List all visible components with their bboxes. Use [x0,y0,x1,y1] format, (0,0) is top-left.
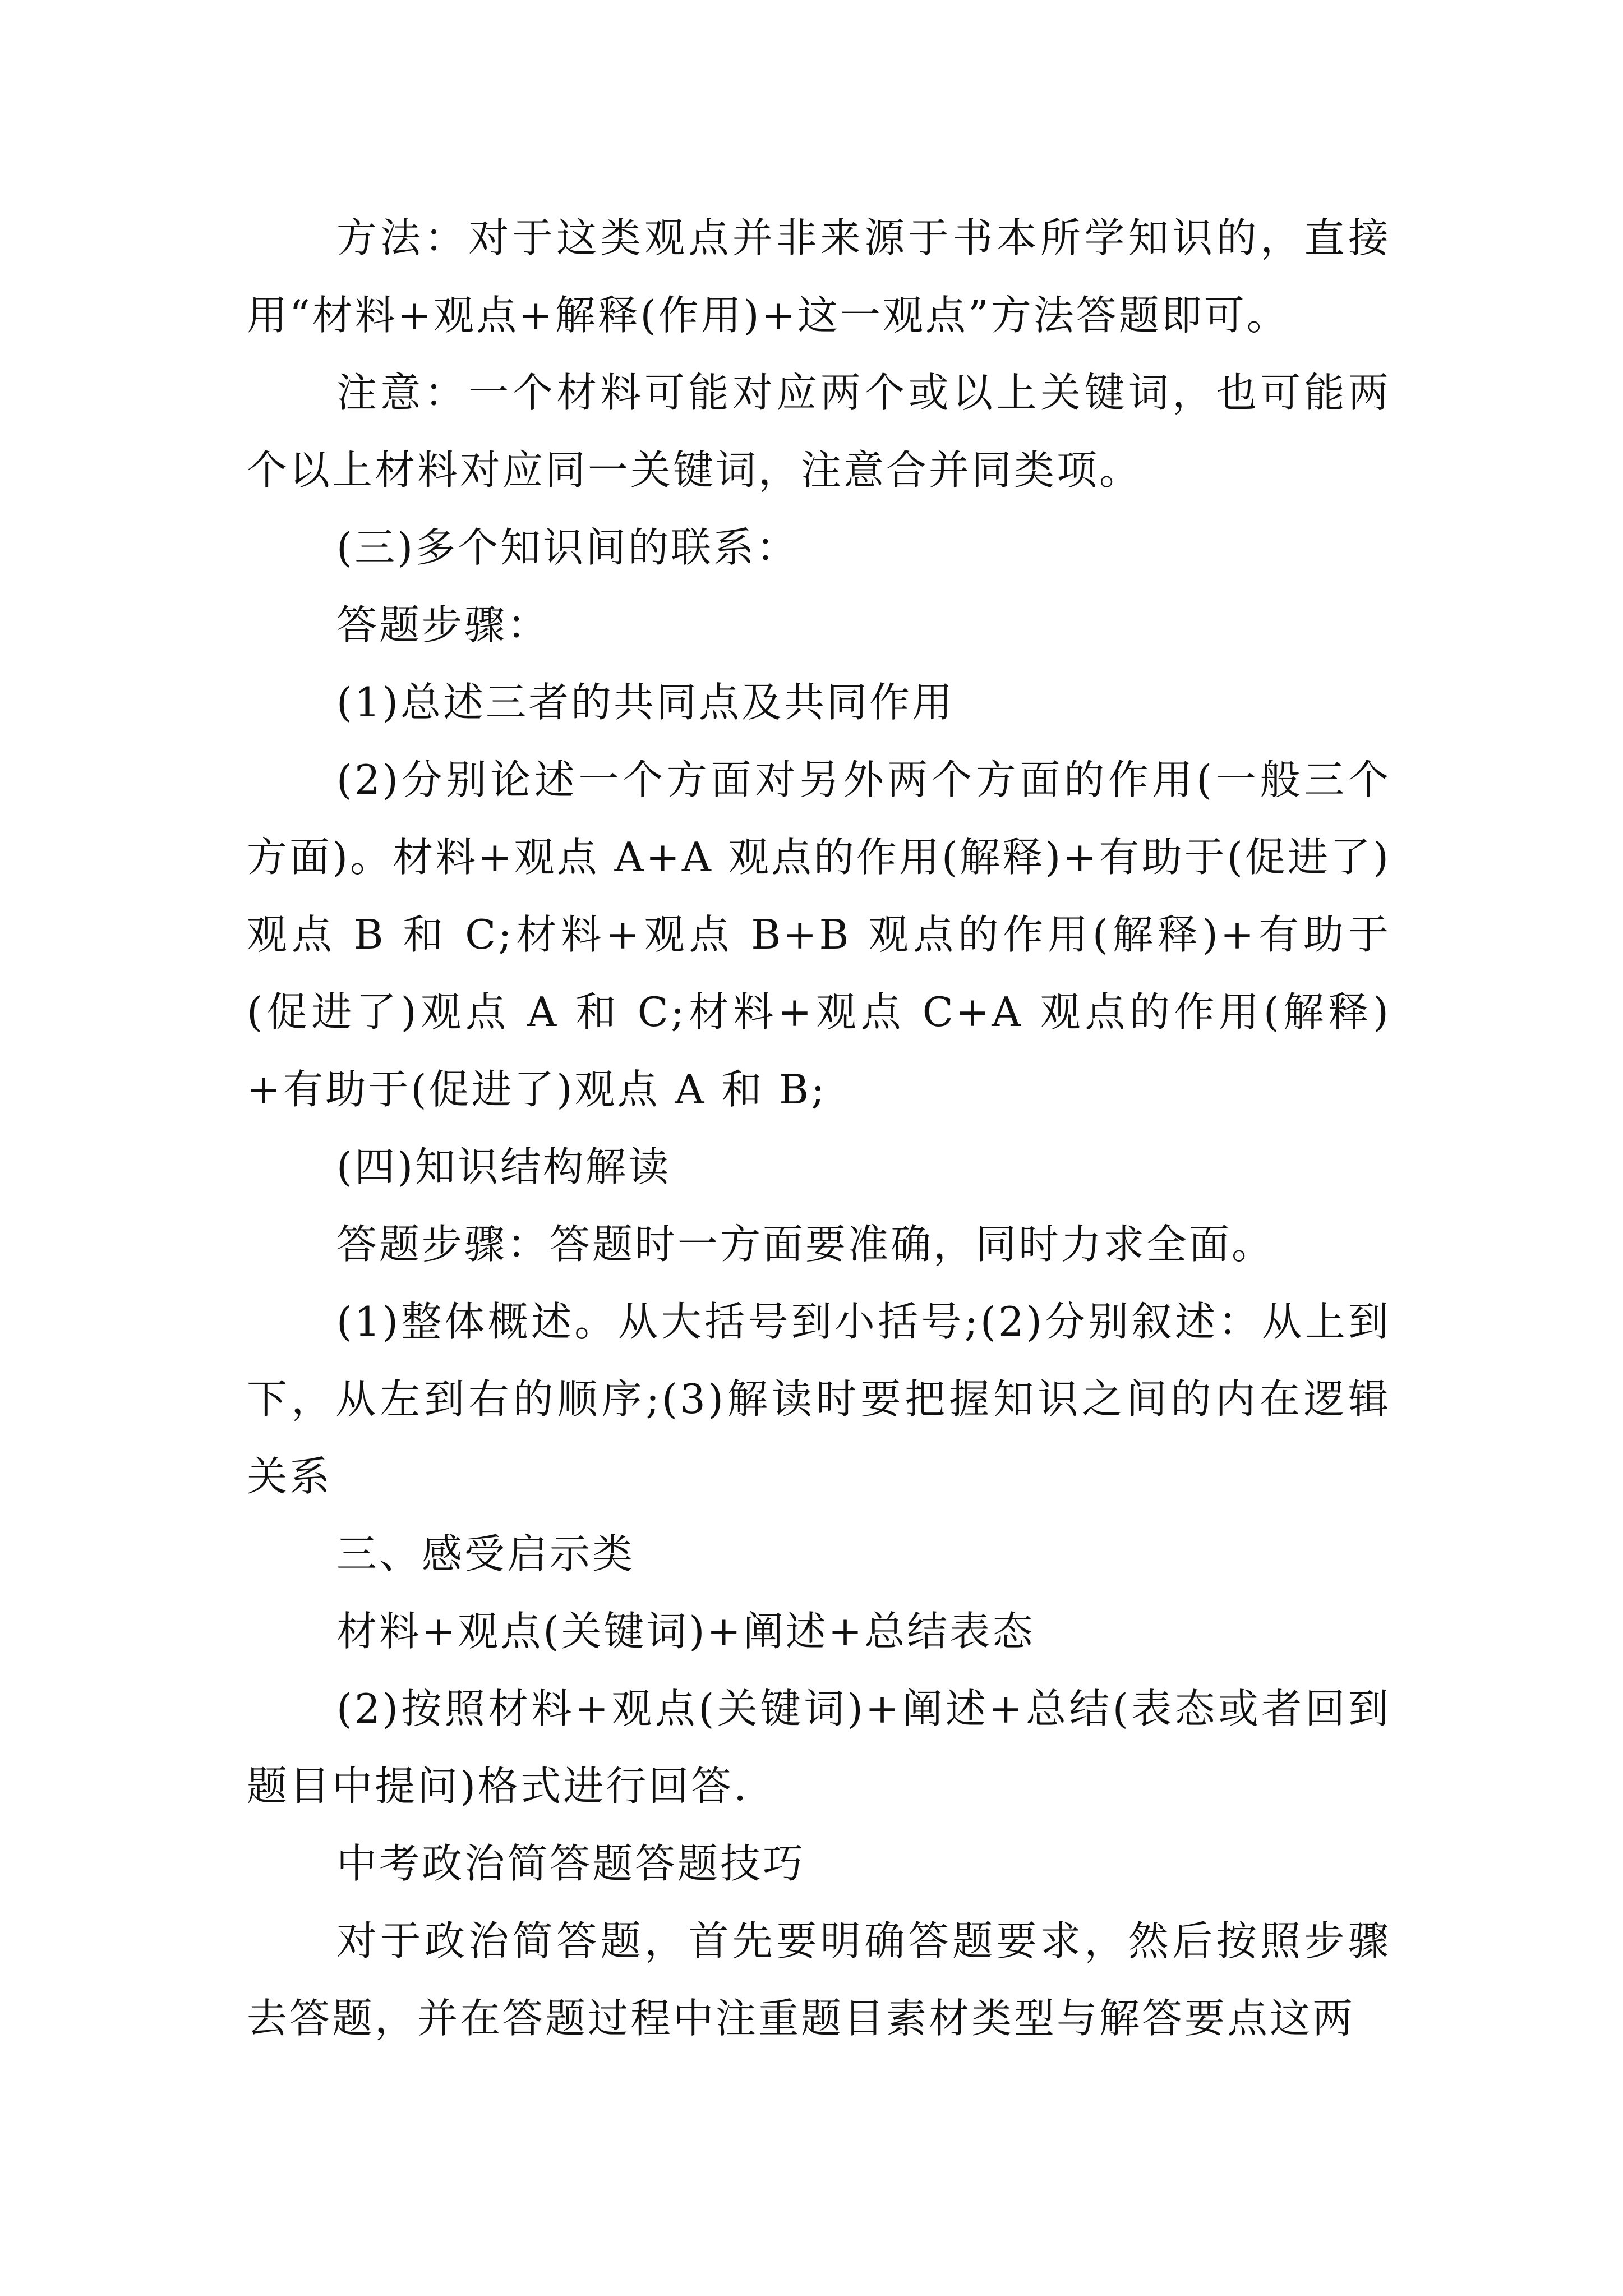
paragraph-insight-step-2: (2)按照材料+观点(关键词)+阐述+总结(表态或者回到题目中提问)格式进行回答. [247,1685,1391,1810]
section-heading-knowledge-links: (三)多个知识间的联系： [336,524,799,571]
section-heading-insight: 三、感受启示类 [336,1530,635,1577]
paragraph-steps-label: 答题步骤： [336,601,550,648]
paragraph-note: 注意：一个材料可能对应两个或以上关键词，也可能两个以上材料对应同一关键词，注意合并同类项。 [247,369,1391,494]
document-body [247,199,1391,2057]
section-heading-structure: (四)知识结构解读 [336,1143,671,1190]
paragraph-insight-formula: 材料+观点(关键词)+阐述+总结表态 [336,1608,1035,1655]
paragraph-step-1: (1)总述三者的共同点及共同作用 [336,679,955,726]
paragraph-structure-steps: 答题步骤：答题时一方面要准确，同时力求全面。 [336,1221,1275,1268]
paragraph-structure-detail: (1)整体概述。从大括号到小括号;(2)分别叙述：从上到下，从左到右的顺序;(3)解读时要把握知识之间的内在逻辑关系 [247,1298,1391,1500]
paragraph-method: 方法：对于这类观点并非来源于书本所学知识的，直接用“材料+观点+解释(作用)+这一观点”方法答题即可。 [247,214,1391,339]
paragraph-step-2: (2)分别论述一个方面对另外两个方面的作用(一般三个方面)。材料+观点 A+A 观点的作用(解释)+有助于(促进了)观点 B 和 C;材料+观点 B+B 观点的作用(解释)+有助于(促进了)观点 A 和 C;材料+观点 C+A 观点的作用(解释)+有助于(促进了)观点 A 和 B; [247,756,1391,1113]
section-heading-tips: 中考政治简答题答题技巧 [336,1840,806,1887]
paragraph-tips-intro: 对于政治简答题，首先要明确答题要求，然后按照步骤去答题，并在答题过程中注重题目素材类型与解答要点这两 [247,1917,1391,2042]
